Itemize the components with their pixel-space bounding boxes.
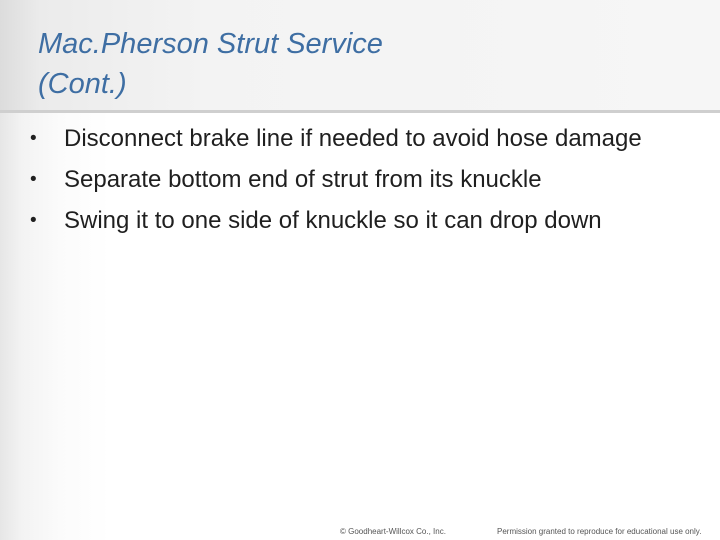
footer-permission: Permission granted to reproduce for educational use only. (497, 527, 702, 536)
slide-title (38, 24, 383, 104)
bullet-text: Swing it to one side of knuckle so it can drop down (64, 207, 602, 234)
bullet-list (30, 124, 700, 247)
slide-title-line-2: (Cont.) (38, 68, 127, 100)
footer-copyright: © Goodheart-Willcox Co., Inc. (340, 527, 446, 536)
bullet-item (30, 124, 700, 153)
bullet-item (30, 165, 700, 194)
bullet-text: Disconnect brake line if needed to avoid hose damage (64, 125, 642, 152)
bullet-marker-icon: • (30, 169, 37, 190)
bullet-marker-icon: • (30, 210, 37, 231)
title-divider (0, 110, 720, 113)
bullet-marker-icon: • (30, 128, 37, 149)
slide-title-line-1: Mac.Pherson Strut Service (38, 28, 383, 60)
bullet-text: Separate bottom end of strut from its knuckle (64, 166, 542, 193)
bullet-item (30, 206, 700, 235)
